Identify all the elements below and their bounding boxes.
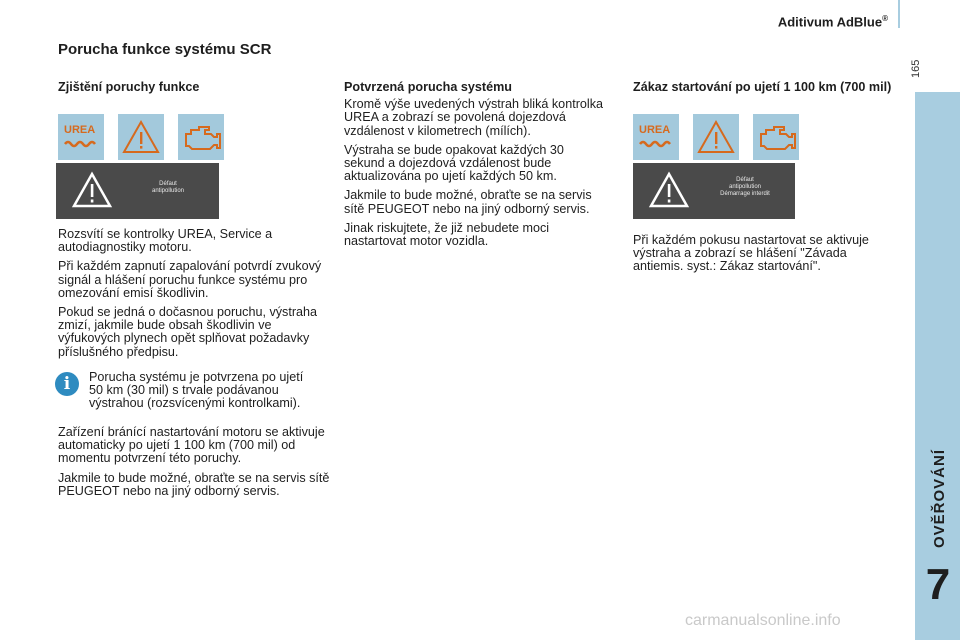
col2-body (344, 81, 604, 254)
col2-heading: Potvrzená porucha systému (344, 80, 512, 94)
col1-paragraph: Zařízení bránící nastartování motoru se aktivuje automaticky po ujetí 1 100 km (700 mil) od momentu potvrzení této poruchy. (58, 425, 325, 466)
col1-heading-block (58, 81, 330, 98)
col1-body (58, 228, 330, 365)
chapter-sidebar (915, 92, 960, 640)
col3-heading: Zákaz startování po ujetí 1 100 km (700 mil) (633, 80, 892, 94)
info-icon: i (55, 372, 79, 396)
page-title: Porucha funkce systému SCR (58, 41, 272, 58)
col1-paragraph: Při každém zapnutí zapalování potvrdí zvukový signál a hlášení poruchu funkce systému pro omezování emisí škodlivin. (58, 259, 322, 300)
col1-warning-icons (58, 114, 224, 160)
engine-icon (178, 114, 224, 160)
watermark: carmanualsonline.info (685, 612, 841, 629)
col2-paragraph: Výstraha se bude opakovat každých 30 sekund a dojezdová vzdálenost bude aktualizována po ujetí každých 50 km. (344, 142, 564, 184)
col3-heading-block (633, 81, 893, 98)
col2-paragraph: Kromě výše uvedených výstrah bliká kontrolka UREA a zobrazí se povolená dojezdová vzdálenost v kilometrech (mílích). (344, 97, 603, 138)
col1-paragraph: Jakmile to bude možné, obraťte se na servis sítě PEUGEOT nebo na jiný odborný servis. (58, 470, 330, 498)
col1-dashboard-display: Défaut antipollution (56, 163, 219, 219)
col3-body (633, 234, 893, 280)
col2-paragraph: Jinak riskujtete, že již nebudete moci nastartovat motor vozidla. (344, 220, 550, 249)
col1-heading: Zjištění poruchy funkce (58, 80, 200, 94)
header-title: Aditivum AdBlue® (777, 14, 888, 30)
urea-icon: UREA (58, 114, 104, 160)
info-note: Porucha systému je potvrzena po ujetí 50 km (30 mil) s trvale podávanou výstrahou (rozsvícenými kontrolkami). (89, 370, 304, 411)
page-number: 165 (910, 59, 922, 78)
header-rule (898, 0, 900, 28)
warning-triangle-icon (118, 114, 164, 160)
warning-triangle-icon (693, 114, 739, 160)
engine-icon (753, 114, 799, 160)
col1-body-lower (58, 426, 330, 504)
col3-dashboard-display: Défaut antipollution Démarrage interdit (633, 163, 795, 219)
chapter-label: OVĚŘOVÁNÍ (931, 448, 948, 548)
urea-icon: UREA (633, 114, 679, 160)
chapter-number: 7 (925, 560, 951, 609)
col3-warning-icons (633, 114, 799, 160)
col1-paragraph: Rozsvítí se kontrolky UREA, Service a autodiagnostiky motoru. (58, 227, 273, 255)
col1-paragraph: Pokud se jedná o dočasnou poruchu, výstraha zmizí, jakmile bude obsah škodlivin ve výfukových plynech opět splňovat požadavky příslušného předpisu. (58, 305, 318, 359)
col2-paragraph: Jakmile to bude možné, obraťte se na servis sítě PEUGEOT nebo na jiný odborný servis. (344, 188, 592, 216)
col3-paragraph: Při každém pokusu nastartovat se aktivuje výstraha a zobrazí se hlášení "Závada antiemis. syst.: Zákaz startování". (633, 233, 869, 274)
